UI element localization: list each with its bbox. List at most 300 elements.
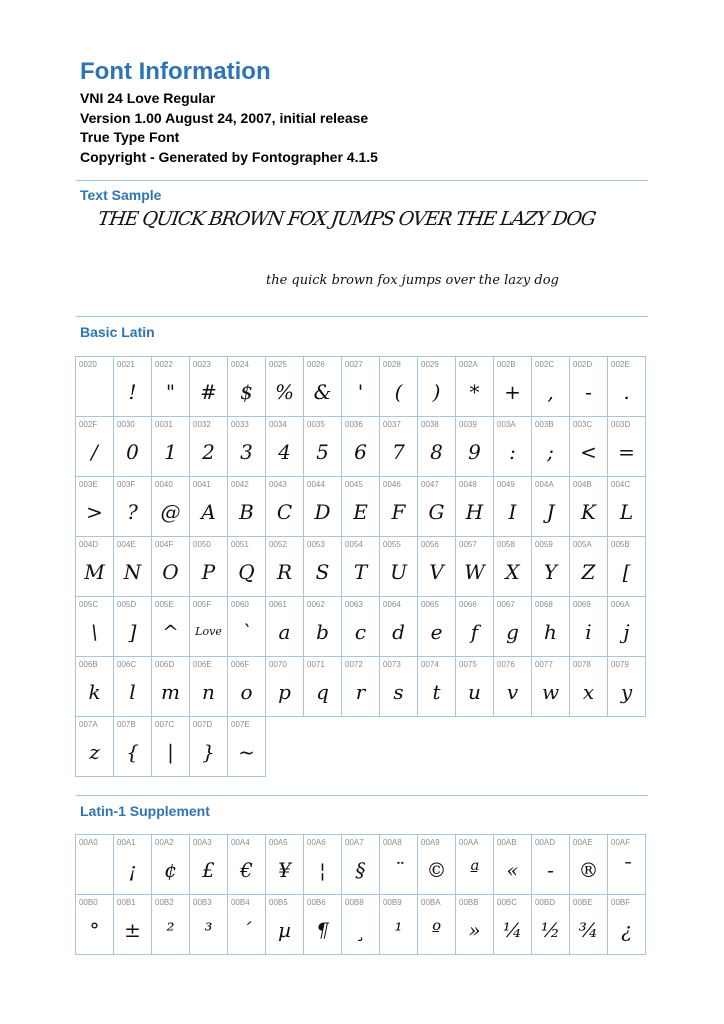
glyph-sample: k — [88, 680, 101, 704]
glyph-sample: ½ — [540, 918, 561, 942]
glyph-cell — [228, 895, 266, 955]
codepoint-label: 0072 — [345, 660, 363, 669]
glyph-row — [76, 597, 646, 657]
glyph-cell — [114, 357, 152, 417]
codepoint-label: 00B0 — [79, 898, 98, 907]
codepoint-label: 0027 — [345, 360, 363, 369]
codepoint-label: 004C — [611, 480, 631, 489]
glyph-cell — [380, 597, 418, 657]
codepoint-label: 005D — [117, 600, 137, 609]
glyph-cell — [152, 477, 190, 537]
glyph-sample: ] — [128, 620, 137, 644]
glyph-sample: ¼ — [502, 918, 523, 942]
glyph-cell — [228, 597, 266, 657]
glyph-cell — [532, 357, 570, 417]
font-copyright: Copyright - Generated by Fontographer 4.1.5 — [80, 148, 378, 165]
codepoint-label: 007D — [193, 720, 213, 729]
codepoint-label: 002E — [611, 360, 630, 369]
lowercase-sample: the quick brown fox jumps over the lazy dog — [266, 273, 559, 288]
codepoint-label: 0063 — [345, 600, 363, 609]
glyph-sample: ¶ — [316, 918, 329, 942]
codepoint-label: 0025 — [269, 360, 287, 369]
glyph-cell — [190, 835, 228, 895]
glyph-sample: 4 — [278, 440, 291, 464]
glyph-sample: » — [468, 918, 481, 942]
glyph-cell — [418, 357, 456, 417]
glyph-sample: v — [506, 680, 519, 704]
glyph-cell — [266, 537, 304, 597]
glyph-cell — [114, 477, 152, 537]
codepoint-label: 0051 — [231, 540, 249, 549]
glyph-sample: P — [201, 560, 216, 584]
glyph-cell — [342, 357, 380, 417]
glyph-cell — [266, 357, 304, 417]
codepoint-label: 0039 — [459, 420, 477, 429]
glyph-sample: a — [278, 620, 291, 644]
codepoint-label: 0067 — [497, 600, 515, 609]
glyph-sample: t — [432, 680, 441, 704]
codepoint-label: 0075 — [459, 660, 477, 669]
glyph-row — [76, 895, 646, 955]
glyph-cell — [342, 417, 380, 477]
glyph-sample: m — [161, 680, 180, 704]
glyph-sample: ¢ — [164, 858, 177, 882]
glyph-cell — [418, 835, 456, 895]
glyph-sample: % — [274, 380, 294, 404]
glyph-sample: ? — [127, 500, 138, 524]
glyph-sample: [ — [622, 560, 631, 584]
glyph-sample: s — [393, 680, 404, 704]
codepoint-label: 0033 — [231, 420, 249, 429]
glyph-cell — [266, 835, 304, 895]
glyph-cell — [304, 657, 342, 717]
glyph-cell — [266, 657, 304, 717]
glyph-row — [76, 417, 646, 477]
codepoint-label: 007B — [117, 720, 136, 729]
glyph-cell — [76, 417, 114, 477]
font-version: Version 1.00 August 24, 2007, initial release — [80, 109, 369, 126]
glyph-sample: / — [91, 440, 98, 464]
codepoint-label: 0074 — [421, 660, 439, 669]
glyph-cell — [380, 537, 418, 597]
glyph-sample: © — [426, 858, 447, 882]
codepoint-label: 00A2 — [155, 838, 174, 847]
glyph-cell — [570, 357, 608, 417]
glyph-cell — [152, 597, 190, 657]
glyph-sample: & — [313, 380, 332, 404]
glyph-cell — [304, 835, 342, 895]
codepoint-label: 0049 — [497, 480, 515, 489]
glyph-sample: N — [123, 560, 142, 584]
codepoint-label: 0042 — [231, 480, 249, 489]
glyph-cell — [380, 417, 418, 477]
codepoint-label: 00A0 — [79, 838, 98, 847]
codepoint-label: 00B3 — [193, 898, 212, 907]
codepoint-label: 0057 — [459, 540, 477, 549]
glyph-sample: X — [505, 560, 520, 584]
codepoint-label: 007C — [155, 720, 175, 729]
glyph-cell — [76, 835, 114, 895]
glyph-sample: Q — [238, 560, 255, 584]
glyph-cell — [570, 657, 608, 717]
divider — [76, 795, 648, 796]
codepoint-label: 00AA — [459, 838, 479, 847]
glyph-sample: 2 — [202, 440, 215, 464]
codepoint-label: 0029 — [421, 360, 439, 369]
glyph-cell — [494, 895, 532, 955]
glyph-sample: G — [428, 500, 445, 524]
codepoint-label: 0044 — [307, 480, 325, 489]
codepoint-label: 0059 — [535, 540, 553, 549]
glyph-sample: h — [544, 620, 557, 644]
glyph-cell — [532, 597, 570, 657]
glyph-row — [76, 835, 646, 895]
codepoint-label: 0040 — [155, 480, 173, 489]
glyph-cell — [76, 597, 114, 657]
codepoint-label: 0034 — [269, 420, 287, 429]
codepoint-label: 0052 — [269, 540, 287, 549]
codepoint-label: 00B6 — [307, 898, 326, 907]
glyph-cell — [380, 477, 418, 537]
glyph-cell — [456, 657, 494, 717]
glyph-cell — [76, 537, 114, 597]
glyph-sample: A — [201, 500, 216, 524]
glyph-cell — [342, 835, 380, 895]
codepoint-label: 00A7 — [345, 838, 364, 847]
glyph-cell — [494, 597, 532, 657]
codepoint-label: 0065 — [421, 600, 439, 609]
glyph-sample: ¸ — [355, 918, 366, 942]
glyph-sample: ( — [394, 380, 403, 404]
glyph-cell — [114, 657, 152, 717]
glyph-cell — [418, 895, 456, 955]
glyph-sample: . — [623, 380, 630, 404]
glyph-cell — [76, 357, 114, 417]
glyph-sample: = — [618, 440, 635, 464]
glyph-sample: R — [276, 560, 293, 584]
glyph-cell — [152, 417, 190, 477]
glyph-cell — [342, 895, 380, 955]
page-title: Font Information — [80, 58, 271, 85]
codepoint-label: 0069 — [573, 600, 591, 609]
glyph-cell — [456, 537, 494, 597]
glyph-sample: 9 — [468, 440, 481, 464]
glyph-sample: ¡ — [128, 858, 137, 882]
codepoint-label: 002B — [497, 360, 516, 369]
glyph-cell — [304, 477, 342, 537]
glyph-sample: , — [547, 380, 554, 404]
glyph-cell — [570, 477, 608, 537]
glyph-sample: ® — [578, 858, 599, 882]
glyph-cell — [418, 657, 456, 717]
codepoint-label: 0050 — [193, 540, 211, 549]
glyph-sample: K — [581, 500, 596, 524]
glyph-cell — [228, 477, 266, 537]
glyph-sample: ¯ — [621, 858, 632, 882]
glyph-cell — [494, 835, 532, 895]
codepoint-label: 0064 — [383, 600, 401, 609]
codepoint-label: 0058 — [497, 540, 515, 549]
glyph-sample: 0 — [126, 440, 139, 464]
glyph-sample: 1 — [164, 440, 177, 464]
glyph-sample: F — [391, 500, 406, 524]
codepoint-label: 00A4 — [231, 838, 250, 847]
glyph-cell — [456, 597, 494, 657]
glyph-cell — [494, 417, 532, 477]
codepoint-label: 0073 — [383, 660, 401, 669]
glyph-sample: T — [353, 560, 368, 584]
codepoint-label: 003C — [573, 420, 593, 429]
glyph-sample: £ — [202, 858, 215, 882]
codepoint-label: 00A6 — [307, 838, 326, 847]
glyph-sample: - — [585, 380, 592, 404]
glyph-sample: ¹ — [394, 918, 403, 942]
codepoint-label: 003B — [535, 420, 554, 429]
codepoint-label: 0038 — [421, 420, 439, 429]
glyph-cell — [304, 357, 342, 417]
codepoint-label: 003E — [79, 480, 98, 489]
glyph-sample: ¨ — [393, 858, 404, 882]
glyph-cell — [190, 417, 228, 477]
codepoint-label: 0037 — [383, 420, 401, 429]
glyph-cell — [570, 835, 608, 895]
codepoint-label: 0035 — [307, 420, 325, 429]
glyph-sample: c — [354, 620, 367, 644]
codepoint-label: 004D — [79, 540, 99, 549]
latin1-grid — [75, 834, 646, 955]
glyph-sample: ¿ — [621, 918, 632, 942]
glyph-cell — [152, 717, 190, 777]
glyph-sample: z — [89, 740, 100, 764]
font-name: VNI 24 Love Regular — [80, 90, 216, 106]
glyph-row — [76, 537, 646, 597]
codepoint-label: 0032 — [193, 420, 211, 429]
glyph-cell — [494, 657, 532, 717]
codepoint-label: 005F — [193, 600, 212, 609]
glyph-cell — [228, 717, 266, 777]
glyph-sample: J — [546, 500, 555, 524]
codepoint-label: 0046 — [383, 480, 401, 489]
codepoint-label: 004A — [535, 480, 554, 489]
glyph-cell — [152, 835, 190, 895]
glyph-sample: b — [316, 620, 329, 644]
glyph-cell — [114, 835, 152, 895]
divider — [76, 180, 648, 181]
glyph-cell — [114, 537, 152, 597]
codepoint-label: 0026 — [307, 360, 325, 369]
codepoint-label: 00AB — [497, 838, 517, 847]
glyph-sample: 6 — [354, 440, 367, 464]
glyph-sample: ° — [89, 918, 100, 942]
codepoint-label: 002A — [459, 360, 478, 369]
glyph-cell — [570, 895, 608, 955]
glyph-cell — [456, 895, 494, 955]
glyph-cell — [532, 657, 570, 717]
codepoint-label: 004E — [117, 540, 136, 549]
codepoint-label: 003F — [117, 480, 136, 489]
glyph-sample: o — [240, 680, 253, 704]
codepoint-label: 0045 — [345, 480, 363, 489]
glyph-cell — [266, 597, 304, 657]
glyph-sample: ¾ — [578, 918, 599, 942]
codepoint-label: 003A — [497, 420, 516, 429]
codepoint-label: 0031 — [155, 420, 173, 429]
glyph-cell — [266, 477, 304, 537]
glyph-sample: e — [430, 620, 443, 644]
glyph-row — [76, 717, 646, 777]
codepoint-label: 005B — [611, 540, 630, 549]
glyph-cell — [304, 417, 342, 477]
glyph-sample: ! — [128, 380, 137, 404]
glyph-sample: > — [86, 500, 103, 524]
glyph-cell — [418, 537, 456, 597]
glyph-cell — [190, 597, 228, 657]
glyph-sample: q — [316, 680, 329, 704]
glyph-cell — [380, 895, 418, 955]
glyph-sample: Z — [581, 560, 596, 584]
glyph-cell — [152, 537, 190, 597]
codepoint-label: 00B2 — [155, 898, 174, 907]
glyph-sample: § — [355, 858, 366, 882]
glyph-sample: ² — [166, 918, 175, 942]
glyph-cell — [418, 597, 456, 657]
codepoint-label: 007E — [231, 720, 250, 729]
glyph-cell — [456, 357, 494, 417]
glyph-sample: " — [165, 380, 176, 404]
glyph-cell — [76, 477, 114, 537]
glyph-cell — [228, 537, 266, 597]
codepoint-label: 005C — [79, 600, 99, 609]
glyph-sample: ª — [469, 858, 480, 882]
codepoint-label: 0056 — [421, 540, 439, 549]
codepoint-label: 002F — [79, 420, 98, 429]
glyph-sample: { — [126, 740, 139, 764]
codepoint-label: 00B5 — [269, 898, 288, 907]
glyph-cell — [304, 597, 342, 657]
codepoint-label: 0062 — [307, 600, 325, 609]
glyph-sample: u — [468, 680, 481, 704]
codepoint-label: 00BA — [421, 898, 441, 907]
codepoint-label: 00B1 — [117, 898, 136, 907]
glyph-cell — [190, 477, 228, 537]
glyph-cell — [608, 895, 646, 955]
glyph-cell — [608, 597, 646, 657]
glyph-cell — [190, 717, 228, 777]
glyph-cell — [228, 835, 266, 895]
codepoint-label: 0066 — [459, 600, 477, 609]
glyph-cell — [532, 477, 570, 537]
glyph-sample: * — [469, 380, 480, 404]
codepoint-label: 006F — [231, 660, 250, 669]
glyph-sample: @ — [160, 500, 181, 524]
codepoint-label: 005E — [155, 600, 174, 609]
glyph-sample: H — [465, 500, 484, 524]
glyph-cell — [418, 477, 456, 537]
glyph-sample: } — [202, 740, 215, 764]
glyph-sample: E — [353, 500, 368, 524]
codepoint-label: 006C — [117, 660, 137, 669]
glyph-sample: i — [585, 620, 592, 644]
glyph-sample: 3 — [240, 440, 253, 464]
codepoint-label: 0028 — [383, 360, 401, 369]
codepoint-label: 0061 — [269, 600, 287, 609]
glyph-sample: x — [582, 680, 595, 704]
codepoint-label: 0043 — [269, 480, 287, 489]
glyph-cell — [190, 357, 228, 417]
text-sample-heading: Text Sample — [80, 187, 162, 203]
latin1-heading: Latin-1 Supplement — [80, 803, 210, 819]
codepoint-label: 00BC — [497, 898, 518, 907]
glyph-cell — [380, 357, 418, 417]
glyph-sample: ± — [124, 918, 141, 942]
codepoint-label: 0079 — [611, 660, 629, 669]
glyph-sample: < — [580, 440, 597, 464]
glyph-sample: $ — [240, 380, 253, 404]
codepoint-label: 0071 — [307, 660, 325, 669]
codepoint-label: 0068 — [535, 600, 553, 609]
glyph-sample: ; — [547, 440, 554, 464]
glyph-sample: y — [620, 680, 633, 704]
glyph-cell — [76, 657, 114, 717]
glyph-sample: W — [464, 560, 485, 584]
font-details — [80, 89, 378, 167]
codepoint-label: 007A — [79, 720, 98, 729]
codepoint-label: 0041 — [193, 480, 211, 489]
glyph-sample: ´ — [241, 918, 252, 942]
codepoint-label: 0048 — [459, 480, 477, 489]
glyph-cell — [114, 895, 152, 955]
codepoint-label: 0054 — [345, 540, 363, 549]
glyph-sample: \ — [91, 620, 98, 644]
codepoint-label: 0060 — [231, 600, 249, 609]
glyph-cell — [266, 895, 304, 955]
codepoint-label: 00A9 — [421, 838, 440, 847]
codepoint-label: 0024 — [231, 360, 249, 369]
codepoint-label: 00BD — [535, 898, 556, 907]
glyph-sample: € — [240, 858, 253, 882]
codepoint-label: 006B — [79, 660, 98, 669]
glyph-row — [76, 477, 646, 537]
codepoint-label: 0077 — [535, 660, 553, 669]
glyph-cell — [532, 835, 570, 895]
glyph-cell — [608, 537, 646, 597]
glyph-cell — [152, 895, 190, 955]
glyph-sample: L — [619, 500, 634, 524]
codepoint-label: 00AE — [573, 838, 593, 847]
codepoint-label: 0070 — [269, 660, 287, 669]
glyph-sample: « — [506, 858, 519, 882]
glyph-cell — [456, 477, 494, 537]
glyph-sample: ' — [357, 380, 364, 404]
glyph-row — [76, 657, 646, 717]
codepoint-label: 0036 — [345, 420, 363, 429]
glyph-cell — [456, 417, 494, 477]
codepoint-label: 003D — [611, 420, 631, 429]
codepoint-label: 00B9 — [383, 898, 402, 907]
codepoint-label: 002D — [573, 360, 593, 369]
codepoint-label: 0030 — [117, 420, 135, 429]
codepoint-label: 0047 — [421, 480, 439, 489]
glyph-cell — [456, 835, 494, 895]
glyph-cell — [228, 657, 266, 717]
codepoint-label: 0053 — [307, 540, 325, 549]
basic-latin-grid — [75, 356, 646, 777]
glyph-cell — [76, 717, 114, 777]
codepoint-label: 002C — [535, 360, 555, 369]
glyph-cell — [190, 537, 228, 597]
glyph-cell — [494, 357, 532, 417]
codepoint-label: 005A — [573, 540, 592, 549]
